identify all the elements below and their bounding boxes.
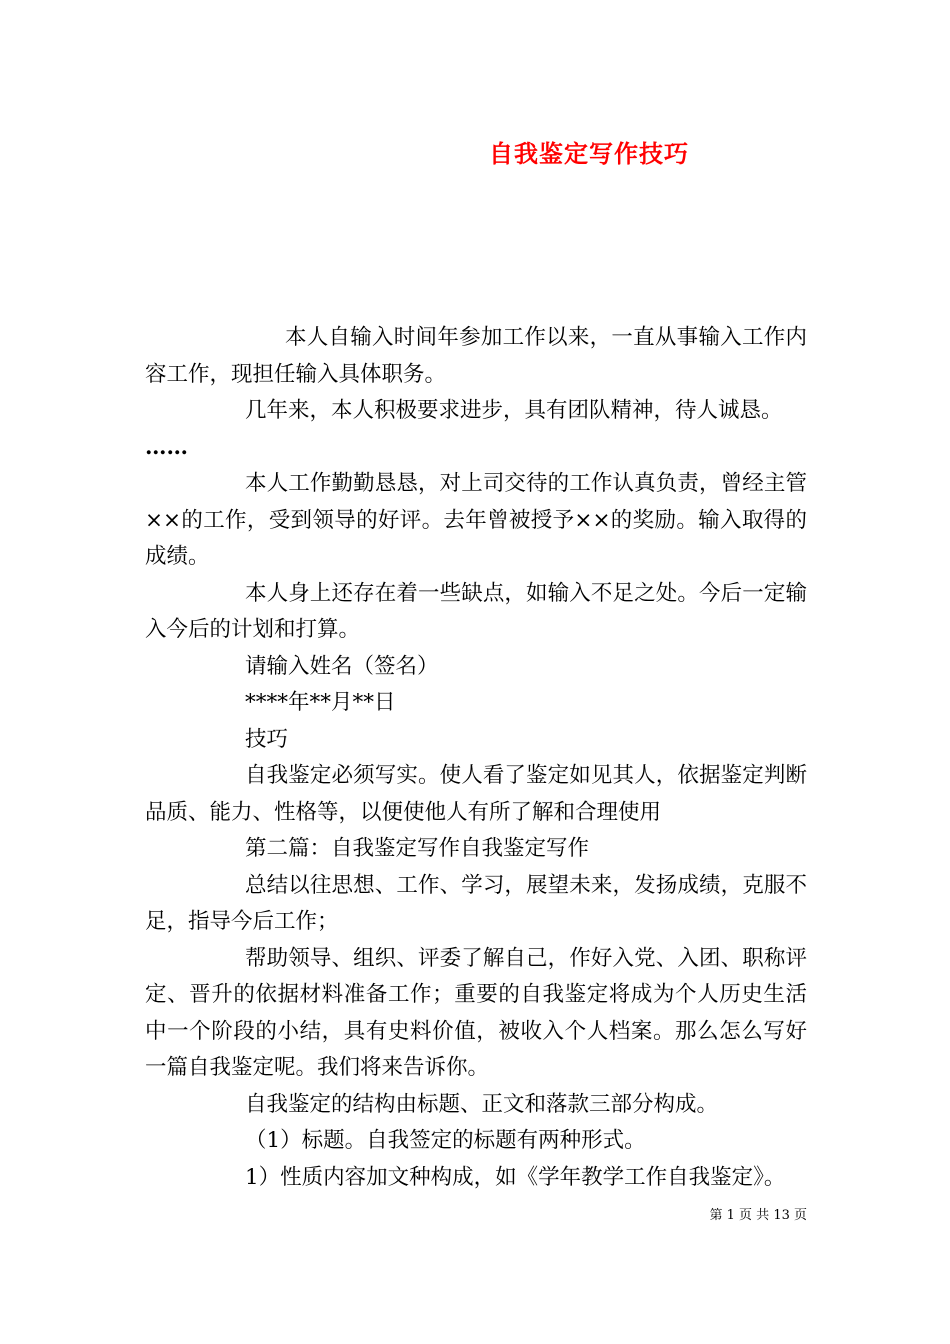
paragraph-truthful: 自我鉴定必须写实。使人看了鉴定如见其人，依据鉴定判断品质、能力、性格等，以便使他人有所了解和合理使用: [145, 763, 807, 825]
paragraph-progress: 几年来，本人积极要求进步，具有团队精神，待人诚恳。: [245, 398, 783, 423]
section-heading-part-two: 第二篇：自我鉴定写作自我鉴定写作: [245, 836, 590, 861]
paragraph-title-forms: （1）标题。自我签定的标题有两种形式。: [245, 1128, 646, 1153]
date-line: ****年**月**日: [245, 690, 396, 715]
paragraph-intro: 本人自输入时间年参加工作以来，一直从事输入工作内容工作，现担任输入具体职务。: [145, 325, 807, 387]
paragraph-form-one: 1）性质内容加文种构成，如《学年教学工作自我鉴定》。: [245, 1164, 786, 1190]
paragraph-structure: 自我鉴定的结构由标题、正文和落款三部分构成。: [245, 1091, 719, 1117]
paragraph-purpose: 帮助领导、组织、评委了解自己，作好入党、入团、职称评定、晋升的依据材料准备工作；重要的自我鉴定将成为个人历史生活中一个阶段的小结，具有史料价值，被收入个人档案。那么怎么写好一篇自我鉴定呢。我们将来告诉你。: [145, 945, 807, 1080]
paragraph-shortcomings: 本人身上还存在着一些缺点，如输入不足之处。今后一定输入今后的计划和打算。: [145, 580, 807, 642]
signature-line: 请输入姓名（签名）: [245, 653, 439, 679]
ellipsis: ……: [145, 434, 188, 460]
paragraph-work: 本人工作勤勤恳恳，对上司交待的工作认真负责，曾经主管××的工作，受到领导的好评。去年曾被授予××的奖励。输入取得的成绩。: [145, 471, 807, 569]
document-title: 自我鉴定写作技巧: [489, 139, 689, 168]
section-heading-tips: 技巧: [245, 726, 289, 752]
page-indicator: 第 1 页 共 13 页: [709, 1208, 807, 1223]
document-body: [145, 320, 807, 1196]
paragraph-summary: 总结以往思想、工作、学习，展望未来，发扬成绩，克服不足，指导今后工作；: [145, 872, 807, 934]
